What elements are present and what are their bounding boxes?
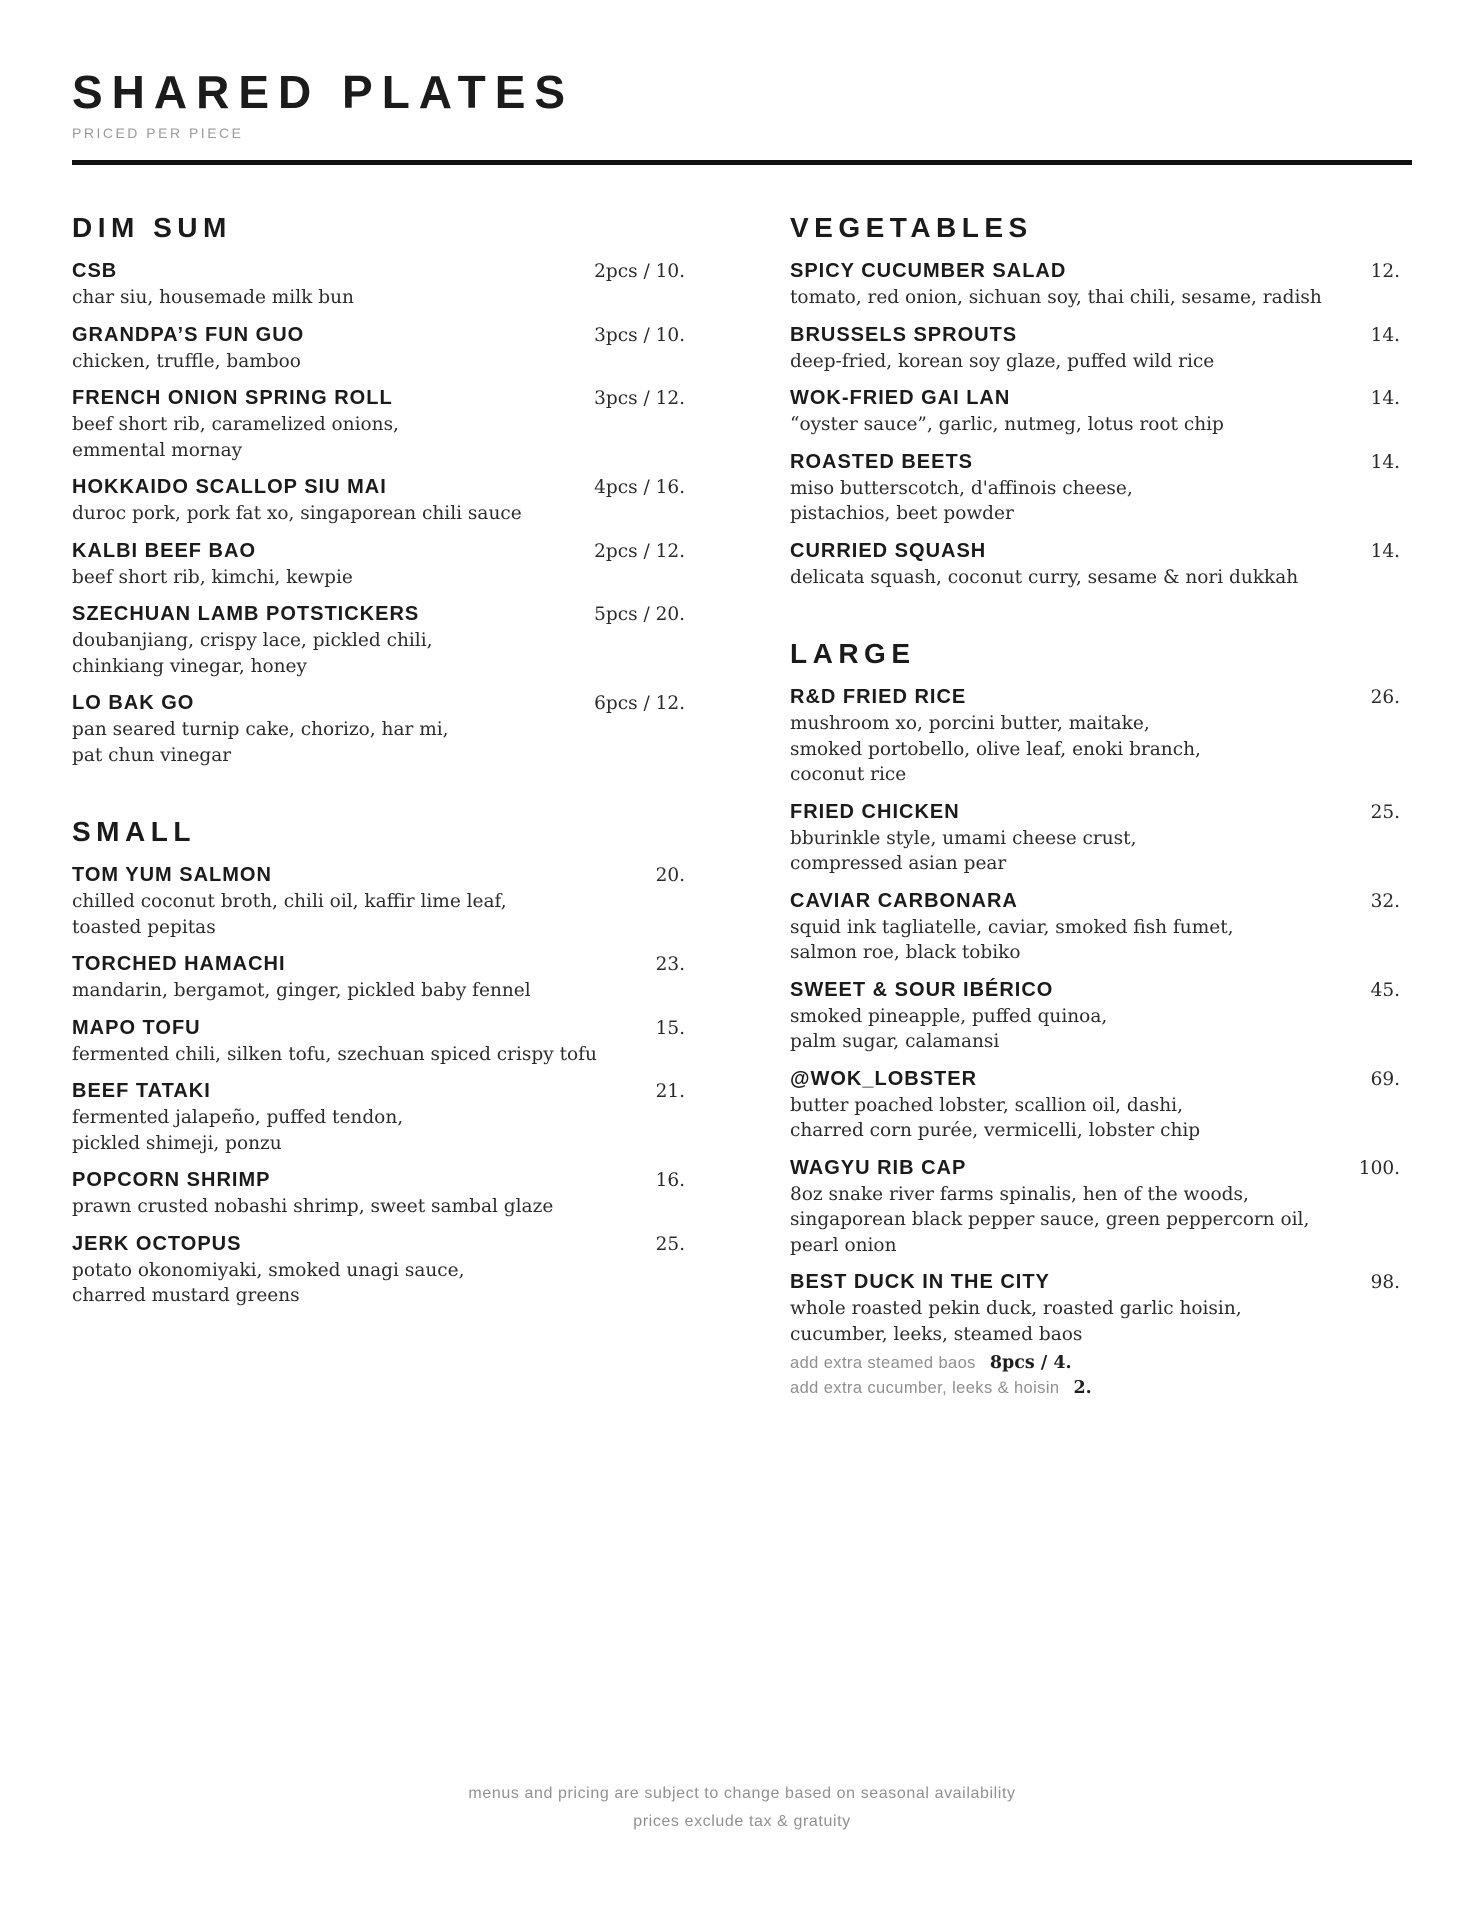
item-row [72,690,685,717]
item-description-line: potato okonomiyaki, smoked unagi sauce, [72,1259,465,1281]
item-addons [790,1351,1400,1401]
item-name: SWEET & SOUR IBÉRICO [790,978,1054,1001]
item-description-line: butter poached lobster, scallion oil, dashi, [790,1094,1183,1116]
menu-item [790,449,1400,527]
item-row [72,1167,685,1194]
section-heading: VEGETABLES [790,212,1033,244]
menu-column [790,211,1400,1412]
item-name: @WOK_LOBSTER [790,1067,978,1090]
menu-item [72,1167,685,1220]
item-description-line: compressed asian pear [790,853,1007,875]
item-price: 2pcs / 12. [594,540,685,562]
item-name: SPICY CUCUMBER SALAD [790,260,1067,283]
menu-item [72,385,685,463]
item-name: CAVIAR CARBONARA [790,889,1018,912]
item-description-line: pat chun vinegar [72,744,232,766]
item-name: WAGYU RIB CAP [790,1156,967,1179]
item-description-line: “oyster sauce”, garlic, nutmeg, lotus root chip [790,414,1224,436]
item-price: 21. [655,1081,685,1103]
item-row [72,601,685,628]
item-description-line: bburinkle style, umami cheese crust, [790,827,1137,849]
item-price: 45. [1370,979,1400,1001]
menu-item [72,951,685,1004]
section-heading: SMALL [72,816,196,848]
item-description-line: cucumber, leeks, steamed baos [790,1323,1083,1345]
addon-price: 8pcs / 4. [989,1353,1072,1374]
item-description-line: pickled shimeji, ponzu [72,1132,282,1154]
addon-label: add extra cucumber, leeks & hoisin [790,1379,1060,1398]
menu-item [72,862,685,940]
section-heading: LARGE [790,638,916,670]
item-row [72,951,685,978]
item-name: R&D FRIED RICE [790,686,967,709]
menu-section [72,211,685,768]
menu-item [790,385,1400,438]
item-name: KALBI BEEF BAO [72,539,256,562]
item-name: LO BAK GO [72,692,195,715]
menu-item [72,690,685,768]
item-name: ROASTED BEETS [790,450,974,473]
item-price: 3pcs / 12. [594,388,685,410]
menu-item [72,1078,685,1156]
item-row [72,474,685,501]
item-description-line: charred corn purée, vermicelli, lobster chip [790,1120,1201,1142]
item-price: 5pcs / 20. [594,604,685,626]
item-row [790,1269,1400,1296]
item-price: 25. [1370,801,1400,823]
item-price: 12. [1370,261,1400,283]
item-row [790,977,1400,1004]
item-name: GRANDPA’S FUN GUO [72,323,305,346]
item-name: MAPO TOFU [72,1016,201,1039]
menu-item [72,538,685,591]
item-name: TOM YUM SALMON [72,864,272,887]
menu-columns [72,211,1412,1412]
item-description-line: pan seared turnip cake, chorizo, har mi, [72,719,449,741]
menu-item [72,1231,685,1309]
menu-item [790,684,1400,788]
item-description-line: mandarin, bergamot, ginger, pickled baby fennel [72,980,531,1002]
item-price: 26. [1370,687,1400,709]
item-description-line: coconut rice [790,764,907,786]
item-row [790,385,1400,412]
item-row [72,1015,685,1042]
item-row [72,538,685,565]
item-price: 100. [1358,1157,1400,1179]
menu-item [790,799,1400,877]
item-price: 23. [655,954,685,976]
item-description-line: squid ink tagliatelle, caviar, smoked fish fumet, [790,916,1234,938]
item-price: 20. [655,865,685,887]
item-name: FRENCH ONION SPRING ROLL [72,387,393,410]
menu-item [72,322,685,375]
item-row [72,1078,685,1105]
menu-item [790,258,1400,311]
item-description-line: smoked pineapple, puffed quinoa, [790,1005,1108,1027]
menu-item [72,258,685,311]
menu-item [790,1066,1400,1144]
item-name: CURRIED SQUASH [790,539,987,562]
item-name: HOKKAIDO SCALLOP SIU MAI [72,476,387,499]
menu-item [790,888,1400,966]
menu-column [72,211,685,1412]
divider-rule [72,160,1412,165]
menu-item [72,601,685,679]
item-description-line: tomato, red onion, sichuan soy, thai chili, sesame, radish [790,287,1322,309]
addon-label: add extra steamed baos [790,1354,976,1373]
item-price: 6pcs / 12. [594,693,685,715]
item-price: 3pcs / 10. [594,324,685,346]
item-name: CSB [72,260,118,283]
item-name: BRUSSELS SPROUTS [790,323,1018,346]
item-description-line: pearl onion [790,1234,897,1256]
item-description-line: singaporean black pepper sauce, green peppercorn oil, [790,1209,1310,1231]
item-price: 2pcs / 10. [594,261,685,283]
item-description-line: delicata squash, coconut curry, sesame & nori dukkah [790,566,1299,588]
menu-item [790,538,1400,591]
item-row [790,684,1400,711]
menu-item [790,1269,1400,1401]
item-description-line: toasted pepitas [72,916,216,938]
item-price: 14. [1370,540,1400,562]
item-description-line: smoked portobello, olive leaf, enoki branch, [790,738,1201,760]
item-description-line: duroc pork, pork fat xo, singaporean chili sauce [72,503,522,525]
footer-line-tax: prices exclude tax & gratuity [633,1813,851,1830]
menu-item [790,1155,1400,1259]
item-price: 25. [655,1233,685,1255]
item-row [72,1231,685,1258]
item-row [790,888,1400,915]
item-description-line: doubanjiang, crispy lace, pickled chili, [72,630,433,652]
item-row [72,862,685,889]
item-description-line: palm sugar, calamansi [790,1031,1000,1053]
page-subtitle: PRICED PER PIECE [72,125,244,142]
item-description-line: emmental mornay [72,439,243,461]
item-row [790,799,1400,826]
item-addon [790,1351,1400,1376]
item-price: 14. [1370,324,1400,346]
item-price: 16. [655,1170,685,1192]
item-description-line: chilled coconut broth, chili oil, kaffir lime leaf, [72,891,507,913]
item-row [72,385,685,412]
item-description-line: prawn crusted nobashi shrimp, sweet sambal glaze [72,1196,554,1218]
menu-item [72,474,685,527]
item-row [790,322,1400,349]
item-description-line: miso butterscotch, d'affinois cheese, [790,477,1133,499]
item-price: 98. [1370,1272,1400,1294]
menu-header [72,68,1412,165]
item-description-line: salmon roe, black tobiko [790,942,1021,964]
item-name: JERK OCTOPUS [72,1232,242,1255]
item-description-line: char siu, housemade milk bun [72,287,354,309]
item-name: WOK-FRIED GAI LAN [790,387,1011,410]
menu-item [790,977,1400,1055]
item-description-line: mushroom xo, porcini butter, maitake, [790,713,1150,735]
item-name: FRIED CHICKEN [790,800,960,823]
item-price: 4pcs / 16. [594,477,685,499]
menu-section [72,815,685,1309]
addon-price: 2. [1073,1378,1092,1399]
item-name: BEST DUCK IN THE CITY [790,1271,1050,1294]
menu-footer [0,1780,1484,1836]
item-name: POPCORN SHRIMP [72,1169,271,1192]
item-price: 14. [1370,388,1400,410]
item-price: 15. [655,1017,685,1039]
item-name: SZECHUAN LAMB POTSTICKERS [72,603,420,626]
item-description-line: pistachios, beet powder [790,503,1014,525]
item-row [790,538,1400,565]
item-name: BEEF TATAKI [72,1080,211,1103]
item-description-line: fermented jalapeño, puffed tendon, [72,1107,404,1129]
item-row [72,258,685,285]
item-description-line: charred mustard greens [72,1285,300,1307]
menu-section [790,637,1400,1401]
item-price: 32. [1370,890,1400,912]
item-description-line: beef short rib, caramelized onions, [72,414,399,436]
item-description-line: whole roasted pekin duck, roasted garlic hoisin, [790,1298,1242,1320]
item-row [790,449,1400,476]
item-description-line: 8oz snake river farms spinalis, hen of the woods, [790,1183,1249,1205]
menu-section [790,211,1400,590]
item-row [790,1155,1400,1182]
item-description-line: fermented chili, silken tofu, szechuan spiced crispy tofu [72,1043,597,1065]
item-description-line: chinkiang vinegar, honey [72,655,307,677]
menu-item [790,322,1400,375]
item-addon [790,1376,1400,1401]
footer-line-availability: menus and pricing are subject to change based on seasonal availability [468,1785,1016,1802]
item-name: TORCHED HAMACHI [72,953,286,976]
item-price: 14. [1370,451,1400,473]
section-heading: DIM SUM [72,212,232,244]
item-description-line: chicken, truffle, bamboo [72,350,301,372]
item-description-line: beef short rib, kimchi, kewpie [72,566,353,588]
item-row [790,1066,1400,1093]
menu-item [72,1015,685,1068]
item-row [790,258,1400,285]
item-row [72,322,685,349]
item-price: 69. [1370,1068,1400,1090]
item-description-line: deep-fried, korean soy glaze, puffed wild rice [790,350,1215,372]
page-title: SHARED PLATES [72,66,575,118]
